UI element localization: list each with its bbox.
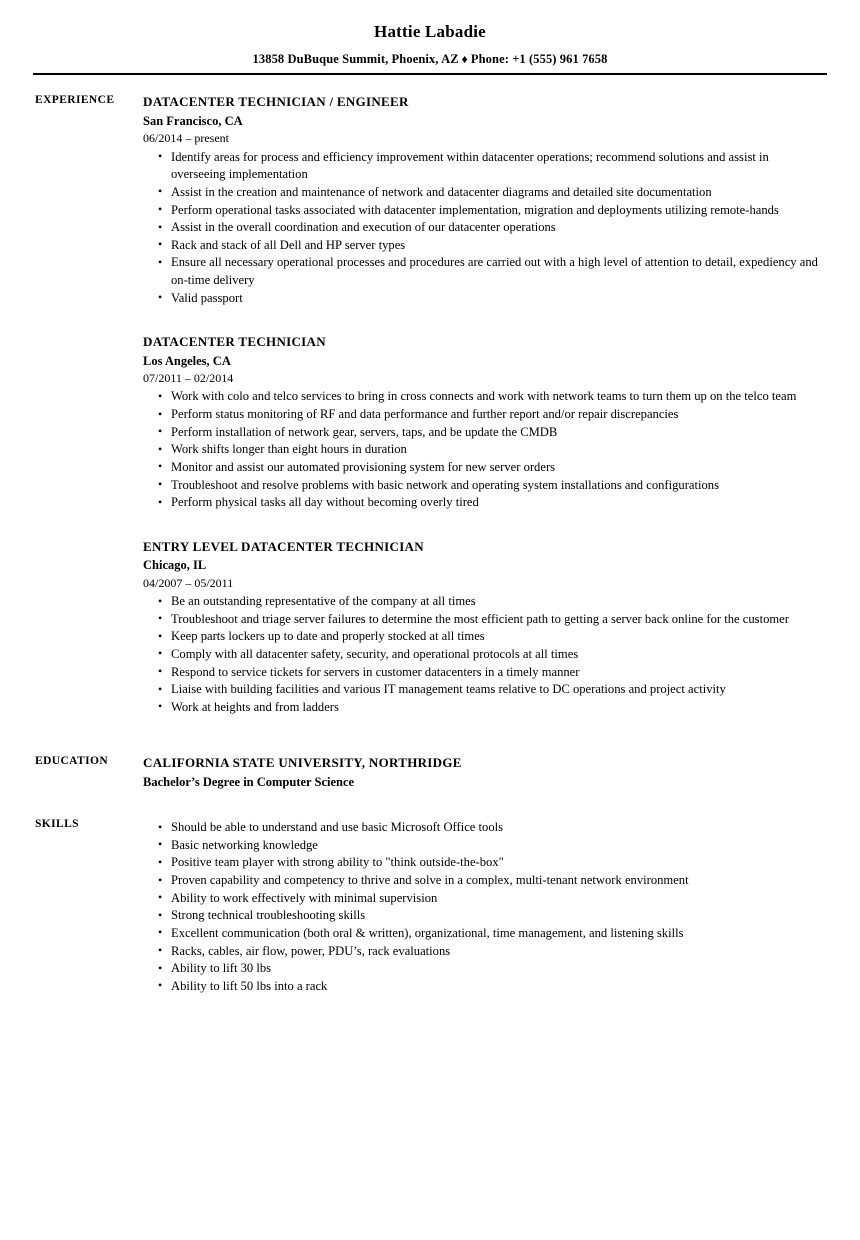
job-title: ENTRY LEVEL DATACENTER TECHNICIAN	[143, 538, 424, 554]
job-bullet-list	[143, 388, 825, 511]
list-item: • Should be able to understand and use basic Microsoft Office tools	[143, 819, 825, 837]
header-divider	[33, 73, 827, 75]
list-item: • Comply with all datacenter safety, security, and operational protocols at all times	[143, 646, 825, 664]
experience-entry	[143, 93, 825, 307]
diamond-separator-icon: ♦	[461, 52, 468, 67]
list-item: • Ability to lift 50 lbs into a rack	[143, 978, 825, 996]
contact-address: 13858 DuBuque Summit, Phoenix, AZ	[252, 52, 459, 67]
job-title: DATACENTER TECHNICIAN	[143, 334, 326, 350]
list-item: • Perform operational tasks associated with datacenter implementation, migration and deployments utilizing remote-hands	[143, 202, 825, 220]
list-item: • Assist in the creation and maintenance of network and datacenter diagrams and detailed site documentation	[143, 184, 825, 202]
experience-entry	[143, 538, 825, 717]
section-label-education: EDUCATION	[35, 755, 109, 768]
education-degree: Bachelor’s Degree in Computer Science	[143, 775, 355, 790]
list-item: • Assist in the overall coordination and execution of our datacenter operations	[143, 219, 825, 237]
candidate-name: Hattie Labadie	[374, 22, 486, 41]
skills-bullet-list	[143, 819, 825, 995]
list-item: • Ability to work effectively with minimal supervision	[143, 890, 825, 908]
list-item: • Troubleshoot and resolve problems with basic network and operating system installations and configurations	[143, 477, 825, 495]
job-location: Los Angeles, CA	[143, 353, 231, 368]
contact-phone: Phone: +1 (555) 961 7658	[470, 52, 608, 67]
experience-body	[143, 93, 860, 716]
job-location: Chicago, IL	[143, 558, 207, 573]
list-item: • Ability to lift 30 lbs	[143, 960, 825, 978]
job-location: San Francisco, CA	[143, 113, 243, 128]
experience-section	[0, 93, 860, 716]
list-item: • Troubleshoot and triage server failures to determine the most efficient path to getting a server back online for the customer	[143, 611, 825, 629]
list-item: • Positive team player with strong ability to "think outside-the-box"	[143, 854, 825, 872]
list-item: • Be an outstanding representative of the company at all times	[143, 593, 825, 611]
list-item: • Strong technical troubleshooting skills	[143, 907, 825, 925]
job-dates: 04/2007 – 05/2011	[143, 575, 234, 590]
list-item: • Work shifts longer than eight hours in duration	[143, 441, 825, 459]
list-item: • Ensure all necessary operational processes and procedures are carried out with a high level of attention to detail, expediency and on-time delivery	[143, 254, 825, 289]
list-item: • Perform physical tasks all day without becoming overly tired	[143, 494, 825, 512]
list-item: • Racks, cables, air flow, power, PDU’s, rack evaluations	[143, 943, 825, 961]
list-item: • Proven capability and competency to thrive and solve in a complex, multi-tenant network environment	[143, 872, 825, 890]
job-dates: 06/2014 – present	[143, 131, 229, 146]
skills-body	[143, 817, 860, 995]
contact-line	[0, 52, 860, 67]
list-item: • Perform status monitoring of RF and data performance and further report and/or repair discrepancies	[143, 406, 825, 424]
education-school: CALIFORNIA STATE UNIVERSITY, NORTHRIDGE	[143, 755, 462, 771]
job-bullet-list	[143, 149, 825, 308]
section-label-skills: SKILLS	[35, 818, 79, 831]
job-title: DATACENTER TECHNICIAN / ENGINEER	[143, 94, 409, 110]
list-item: • Work at heights and from ladders	[143, 699, 825, 717]
list-item: • Excellent communication (both oral & written), organizational, time management, and listening skills	[143, 925, 825, 943]
list-item: • Basic networking knowledge	[143, 837, 825, 855]
list-item: • Respond to service tickets for servers in customer datacenters in a timely manner	[143, 664, 825, 682]
list-item: • Valid passport	[143, 290, 825, 308]
list-item: • Liaise with building facilities and various IT management teams relative to DC operations and project activity	[143, 681, 825, 699]
skills-section	[0, 817, 860, 995]
job-dates: 07/2011 – 02/2014	[143, 371, 234, 386]
list-item: • Identify areas for process and efficiency improvement within datacenter operations; recommend solutions and assist in overseeing implementation	[143, 149, 825, 184]
section-label-experience: EXPERIENCE	[35, 94, 115, 107]
list-item: • Work with colo and telco services to bring in cross connects and work with network teams to turn them up on the telco team	[143, 388, 825, 406]
job-bullet-list	[143, 593, 825, 716]
list-item: • Keep parts lockers up to date and properly stocked at all times	[143, 628, 825, 646]
education-body	[143, 754, 860, 791]
experience-entry	[143, 333, 825, 512]
resume-header	[0, 0, 860, 75]
list-item: • Monitor and assist our automated provisioning system for new server orders	[143, 459, 825, 477]
list-item: • Rack and stack of all Dell and HP server types	[143, 237, 825, 255]
education-section	[0, 754, 860, 791]
list-item: • Perform installation of network gear, servers, taps, and be update the CMDB	[143, 424, 825, 442]
